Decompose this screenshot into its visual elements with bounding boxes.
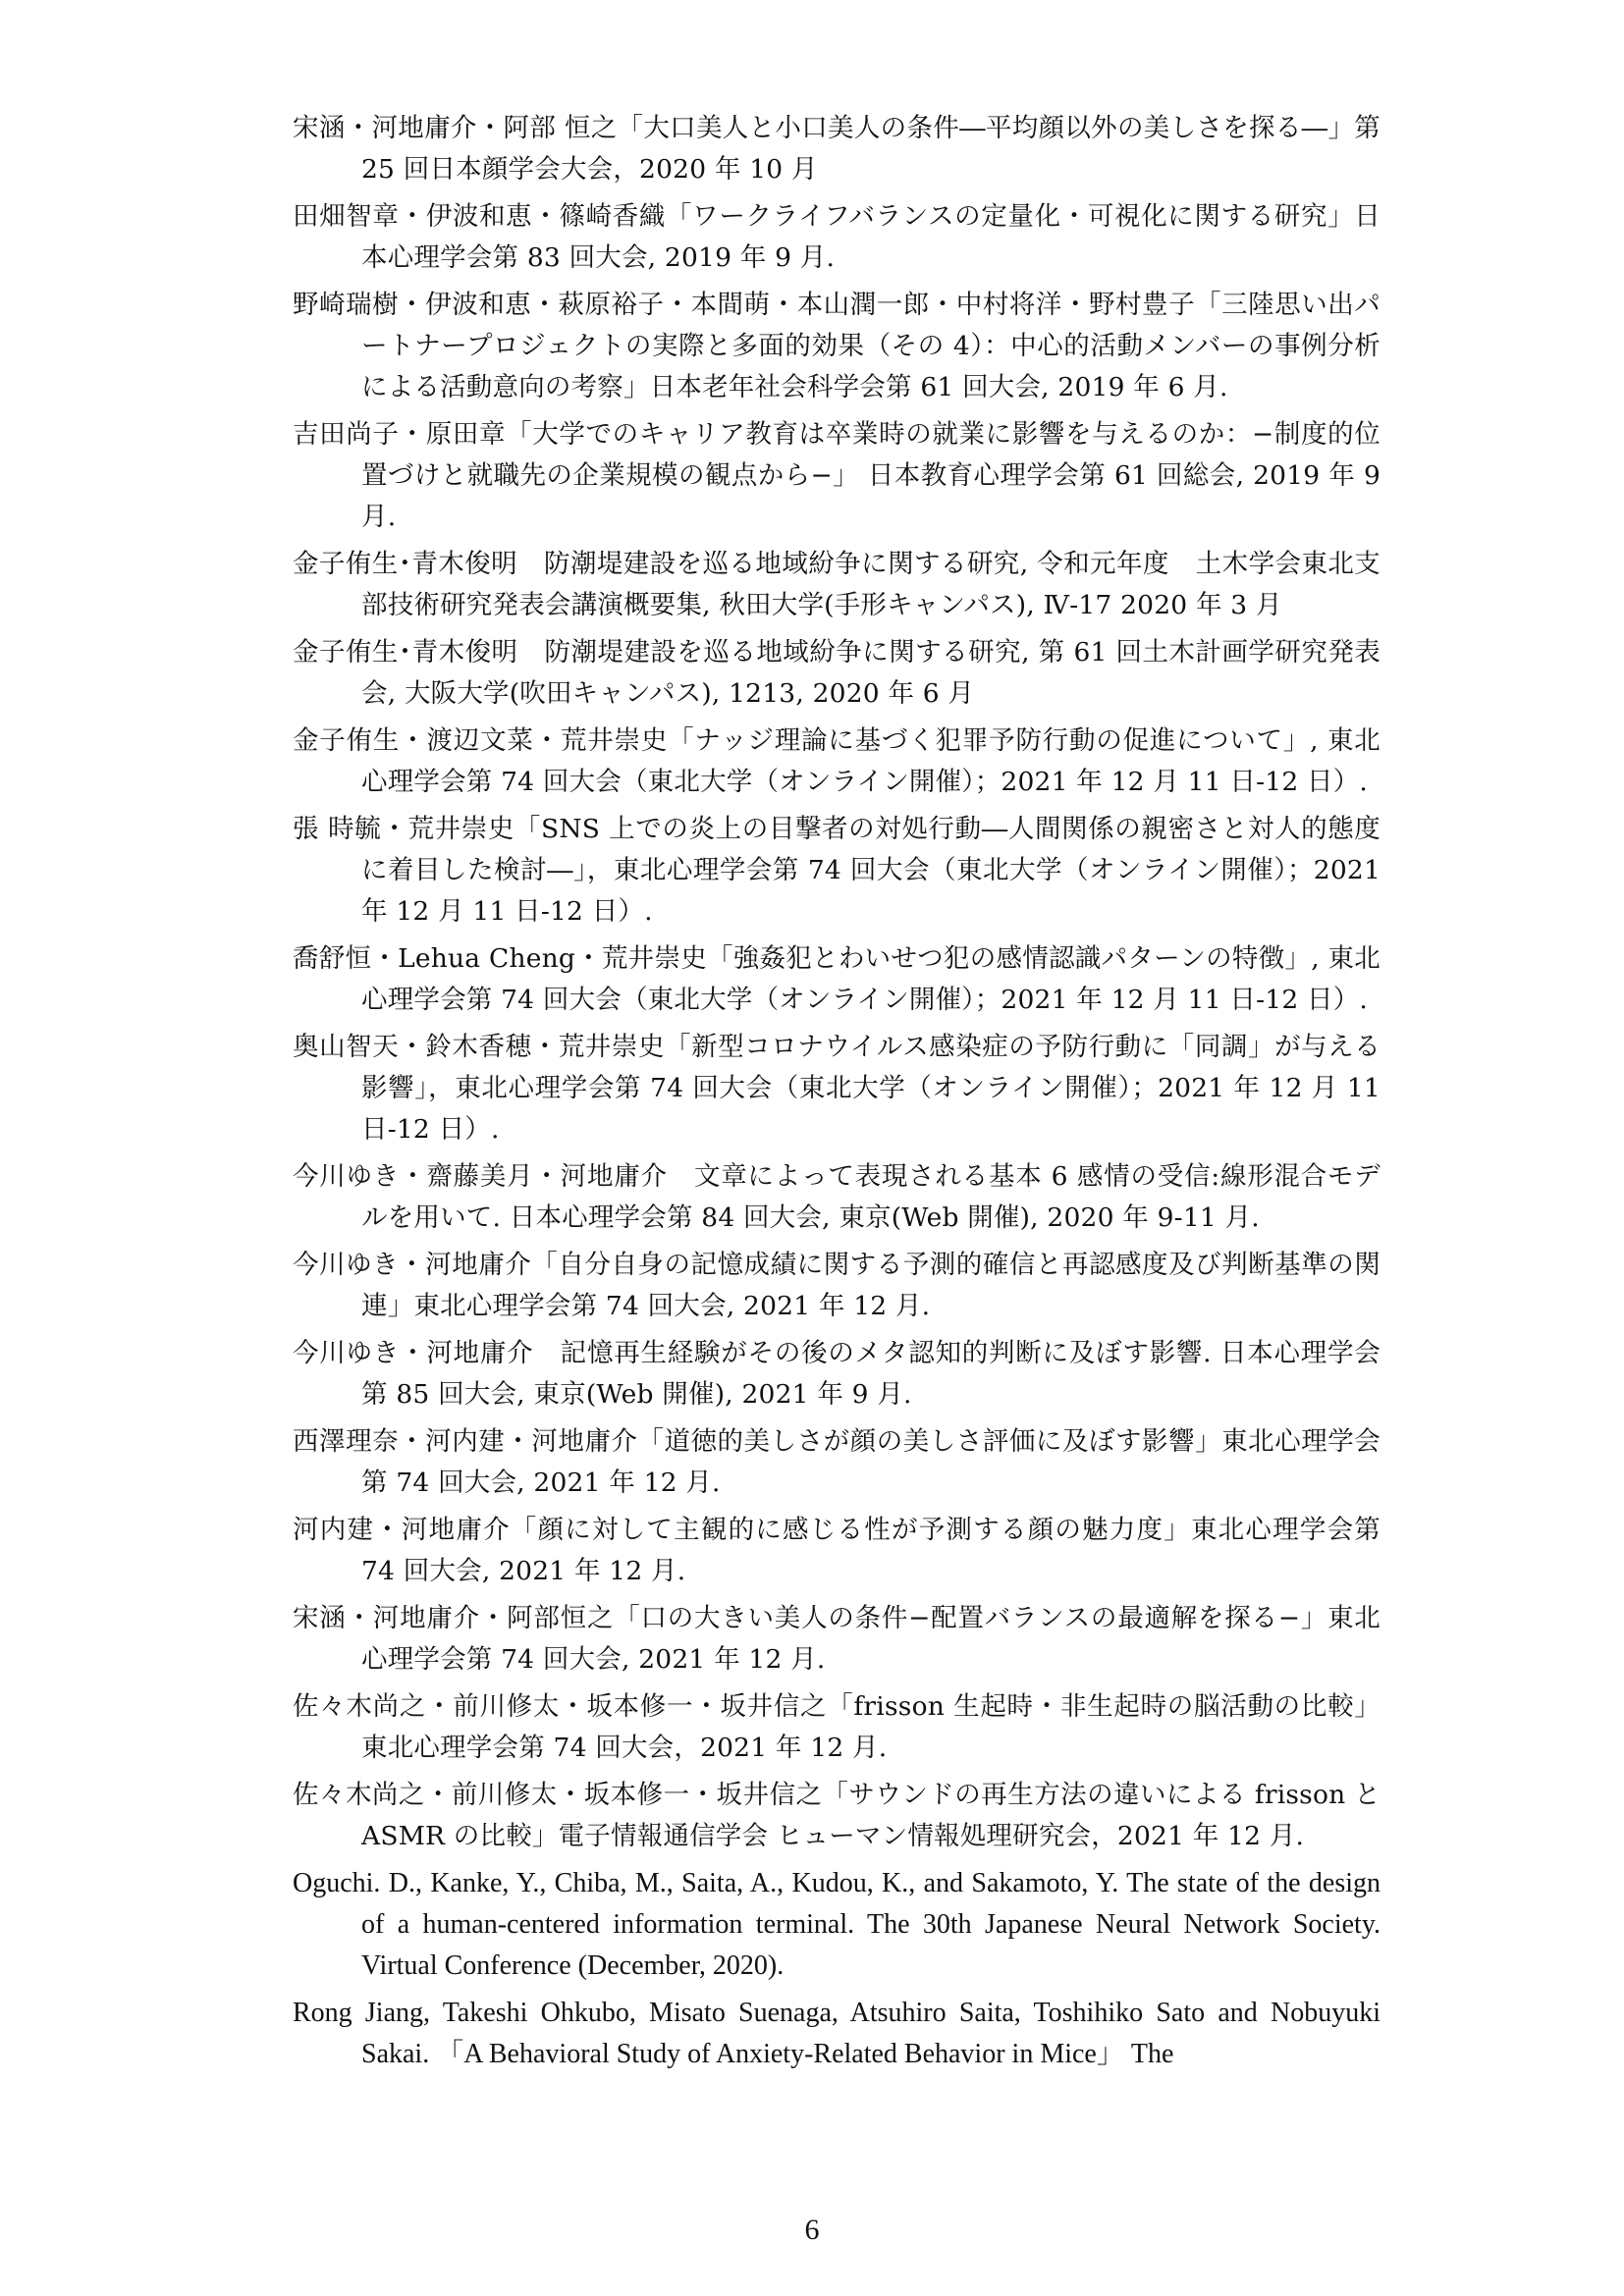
- reference-item: 今川ゆき・河地庸介 記憶再生経験がその後のメタ認知的判断に及ぼす影響. 日本心理学会第 85 回大会, 東京(Web 開催), 2021 年 9 月.: [293, 1338, 1380, 1410]
- reference-item: 河内建・河地庸介「顔に対して主観的に感じる性が予測する顔の魅力度」東北心理学会第 74 回大会, 2021 年 12 月.: [293, 1515, 1380, 1586]
- reference-item: 金子侑生･青木俊明 防潮堤建設を巡る地域紛争に関する研究, 第 61 回土木計画学研究発表会, 大阪大学(吹田キャンパス), 1213, 2020 年 6 月: [293, 637, 1380, 709]
- reference-item: 今川ゆき・齋藤美月・河地庸介 文章によって表現される基本 6 感情の受信:線形混合モデルを用いて. 日本心理学会第 84 回大会, 東京(Web 開催), 2020 年 9-11 月.: [293, 1161, 1380, 1233]
- reference-item: 佐々木尚之・前川修太・坂本修一・坂井信之「frisson 生起時・非生起時の脳活動の比較」東北心理学会第 74 回大会，2021 年 12 月.: [293, 1691, 1380, 1763]
- reference-item: 佐々木尚之・前川修太・坂本修一・坂井信之「サウンドの再生方法の違いによる frisson と ASMR の比較」電子情報通信学会 ヒューマン情報処理研究会，2021 年 12 月.: [293, 1780, 1380, 1851]
- reference-item: 田畑智章・伊波和恵・篠崎香織「ワークライフバランスの定量化・可視化に関する研究」日本心理学会第 83 回大会, 2019 年 9 月.: [293, 201, 1380, 273]
- reference-item: 今川ゆき・河地庸介「自分自身の記憶成績に関する予測的確信と再認感度及び判断基準の関連」東北心理学会第 74 回大会, 2021 年 12 月.: [293, 1250, 1380, 1321]
- reference-item: Oguchi. D., Kanke, Y., Chiba, M., Saita, A., Kudou, K., and Sakamoto, Y. The state of the design of a human-centered information terminal. The 30th Japanese Neural Network Society. Virtual Conference (December, 2020).: [293, 1868, 1380, 1981]
- reference-item: 宋涵・河地庸介・阿部 恒之「大口美人と小口美人の条件―平均顔以外の美しさを探る―」第 25 回日本顔学会大会，2020 年 10 月: [293, 113, 1380, 185]
- reference-item: 張 時毓・荒井崇史「SNS 上での炎上の目撃者の対処行動―人間関係の親密さと対人的態度に着目した検討―」，東北心理学会第 74 回大会（東北大学（オンライン開催）；2021 年 12 月 11 日-12 日）.: [293, 814, 1380, 927]
- reference-list: [293, 108, 1380, 2081]
- reference-item: 金子侑生・渡辺文菜・荒井崇史「ナッジ理論に基づく犯罪予防行動の促進について」, 東北心理学会第 74 回大会（東北大学（オンライン開催）；2021 年 12 月 11 日-12 日）.: [293, 725, 1380, 797]
- reference-item: Rong Jiang, Takeshi Ohkubo, Misato Suenaga, Atsuhiro Saita, Toshihiko Sato and Nobuyuki Sakai. 「A Behavioral Study of Anxiety-Related Behavior in Mice」 The: [293, 1998, 1380, 2069]
- page-number: 6: [804, 2214, 820, 2246]
- reference-item: 吉田尚子・原田章「大学でのキャリア教育は卒業時の就業に影響を与えるのか：−制度的位置づけと就職先の企業規模の観点から−」 日本教育心理学会第 61 回総会, 2019 年 9 月.: [293, 419, 1380, 532]
- reference-item: 野崎瑞樹・伊波和恵・萩原裕子・本間萌・本山潤一郎・中村将洋・野村豊子「三陸思い出パートナープロジェクトの実際と多面的効果（その 4）：中心的活動メンバーの事例分析による活動意向の考察」日本老年社会科学会第 61 回大会, 2019 年 6 月.: [293, 290, 1380, 402]
- reference-item: 奥山智天・鈴木香穂・荒井崇史「新型コロナウイルス感染症の予防行動に「同調」が与える影響」，東北心理学会第 74 回大会（東北大学（オンライン開催）；2021 年 12 月 11 日-12 日）.: [293, 1032, 1380, 1145]
- reference-item: 喬舒恒・Lehua Cheng・荒井崇史「強姦犯とわいせつ犯の感情認識パターンの特徴」, 東北心理学会第 74 回大会（東北大学（オンライン開催）；2021 年 12 月 11 日-12 日）.: [293, 943, 1380, 1015]
- reference-item: 金子侑生･青木俊明 防潮堤建設を巡る地域紛争に関する研究, 令和元年度 土木学会東北支部技術研究発表会講演概要集, 秋田大学(手形キャンパス), Ⅳ-17 2020 年 3 月: [293, 549, 1380, 620]
- reference-item: 宋涵・河地庸介・阿部恒之「口の大きい美人の条件−配置バランスの最適解を探る−」東北心理学会第 74 回大会, 2021 年 12 月.: [293, 1603, 1380, 1675]
- reference-item: 西澤理奈・河内建・河地庸介「道徳的美しさが顔の美しさ評価に及ぼす影響」東北心理学会第 74 回大会, 2021 年 12 月.: [293, 1426, 1380, 1498]
